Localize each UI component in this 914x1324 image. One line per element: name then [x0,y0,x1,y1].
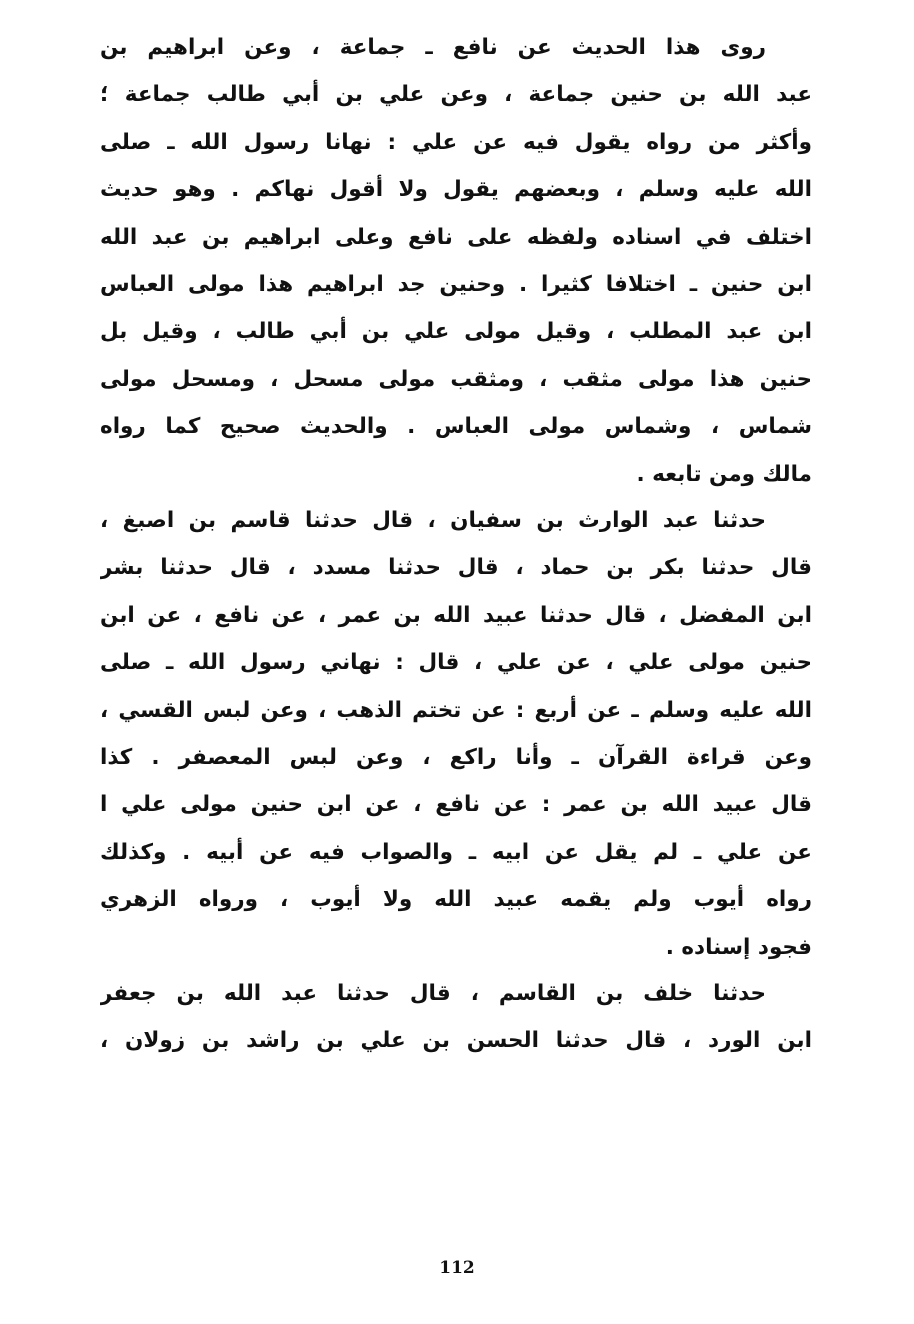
text-line: روى هذا الحديث عن نافع ـ جماعة ، وعن ابراهيم بن [100,35,766,60]
page-number: 112 [439,1258,475,1278]
text-line: ابن المفضل ، قال حدثنا عبيد الله بن عمر ، عن نافع ، عن ابن [100,602,812,628]
text-line: مالك ومن تابعه . [636,461,812,487]
paragraph-2 [100,497,812,971]
text-line: شماس ، وشماس مولى العباس . والحديث صحيح كما رواه [100,414,812,440]
text-line: حنين هذا مولى مثقب ، ومثقب مولى مسحل ، ومسحل مولى [100,366,812,392]
text-line: عبد الله بن حنين جماعة ، وعن علي بن أبي طالب جماعة ؛ [100,82,812,108]
text-line: فجود إسناده . [665,934,812,960]
text-line: وعن قراءة القرآن ـ وأنا راكع ، وعن لبس المعصفر . كذا [100,744,812,770]
paragraph-3 [100,970,812,1065]
text-line: رواه أيوب ولم يقمه عبيد الله ولا أيوب ، ورواه الزهري [100,887,812,913]
text-line: الله عليه وسلم ، وبعضهم يقول ولا أقول نهاكم . وهو حديث [100,177,812,203]
text-line: ابن الورد ، قال حدثنا الحسن بن علي بن راشد بن زولان ، [100,1028,812,1054]
text-line: ابن حنين ـ اختلافا كثيرا . وحنين جد ابراهيم هذا مولى العباس [100,271,812,297]
text-line: حنين مولى علي ، عن علي ، قال : نهاني رسول الله ـ صلى [100,650,812,676]
text-line: اختلف في اسناده ولفظه على نافع وعلى ابراهيم بن عبد الله [100,224,812,250]
text-line: الله عليه وسلم ـ عن أربع : عن تختم الذهب ، وعن لبس القسي ، [100,697,812,723]
text-line: عن علي ـ لم يقل عن ابيه ـ والصواب فيه عن أبيه . وكذلك [100,839,812,865]
text-line: حدثنا خلف بن القاسم ، قال حدثنا عبد الله بن جعفر [100,981,766,1006]
text-line: قال حدثنا بكر بن حماد ، قال حدثنا مسدد ، قال حدثنا بشر [100,555,812,581]
text-line: وأكثر من رواه يقول فيه عن علي : نهانا رسول الله ـ صلى [100,129,812,155]
text-line: ابن عبد المطلب ، وقيل مولى علي بن أبي طالب ، وقيل بل [100,319,812,345]
text-line: قال عبيد الله بن عمر : عن نافع ، عن ابن حنين مولى علي ا [100,792,812,818]
text-line: حدثنا عبد الوارث بن سفيان ، قال حدثنا قاسم بن اصبغ ، [100,508,766,533]
paragraph-1 [100,24,812,498]
